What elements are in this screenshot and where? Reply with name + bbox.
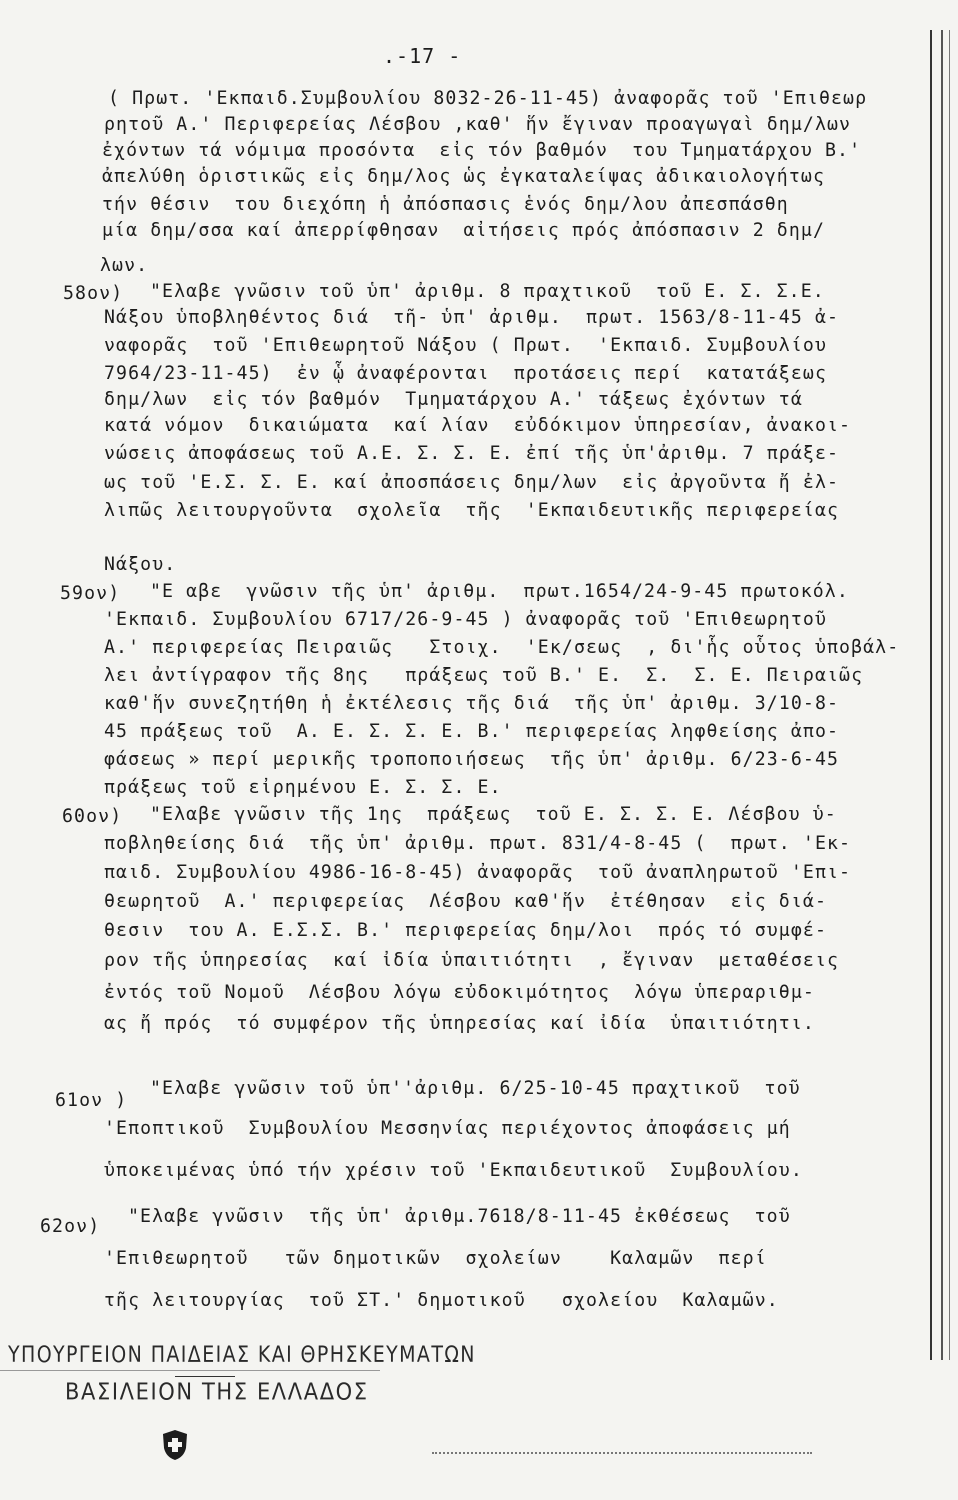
text-line: τήν θέσιν του διεχόπη ἡ ἀπόσπασις ἑνός δημ/λου ἀπεσπάσθη — [102, 194, 789, 215]
ministry-stamp-text: ΥΠΟΥΡΓΕΙΟΝ ΠΑΙΔΕΙΑΣ ΚΑΙ ΘΡΗΣΚΕΥΜΑΤΩΝ — [8, 1342, 476, 1368]
page-edge-line — [941, 30, 943, 1360]
text-line: 'Εποπτικοῦ Συμβουλίου Μεσσηνίας περιέχοντος ἀποφάσεις μή — [104, 1118, 791, 1139]
text-line: 'Επιθεωρητοῦ τῶν δημοτικῶν σχολείων Καλαμῶν περί — [104, 1248, 767, 1269]
text-line: ἐχόντων τά νόμιμα προσόντα εἰς τόν βαθμόν του Τμηματάρχου Β.' — [102, 140, 862, 161]
stamp-divider — [0, 1370, 380, 1371]
page-edge-line — [949, 30, 950, 1360]
text-line: λων. — [100, 255, 149, 276]
page-edge-line — [930, 30, 932, 1360]
item-number: 60ον) — [62, 806, 123, 827]
item-number: 62ον) — [40, 1216, 101, 1237]
text-line: παιδ. Συμβουλίου 4986-16-8-45) ἀναφορᾶς τοῦ ἀναπληρωτοῦ 'Επι- — [104, 862, 852, 883]
text-line: μία δημ/σσα καί ἀπερρίφθησαν αἰτήσεις πρός ἀπόσπασιν 2 δημ/ — [102, 220, 825, 241]
kingdom-stamp-text: ΒΑΣΙΛΕΙΟΝ ΤΗΣ ΕΛΛΑΔΟΣ — [65, 1378, 369, 1406]
text-line: ( Πρωτ. 'Εκπαιδ.Συμβουλίου 8032-26-11-45) ἀναφορᾶς τοῦ 'Επιθεωρ — [108, 88, 868, 109]
text-line: Νάξου ὑποβληθέντος διά τῆ- ὑπ' ἀριθμ. πρωτ. 1563/8-11-45 ἀ- — [104, 307, 840, 328]
item-number: 59ον) — [60, 583, 121, 604]
text-line: κατά νόμον δικαιώματα καί λίαν εὐδόκιμον ὑπηρεσίαν, ἀνακοι- — [104, 415, 852, 436]
item-number: 61ον ) — [55, 1090, 128, 1111]
text-line: 'Εκπαιδ. Συμβουλίου 6717/26-9-45 ) ἀναφορᾶς τοῦ 'Επιθεωρητοῦ — [104, 609, 827, 630]
text-line: ας ἤ πρός τό συμφέρον τῆς ὑπηρεσίας καί ἰδία ὑπαιτιότητι. — [104, 1013, 815, 1034]
text-line: ρον τῆς ὑπηρεσίας καί ἰδία ὑπαιτιότητι , ἔγιναν μεταθέσεις — [104, 950, 840, 971]
text-line: καθ'ἥν συνεζητήθη ἡ ἐκτέλεσις τῆς διά τῆς ὑπ' ἀριθμ. 3/10-8- — [104, 693, 840, 714]
text-line: "Ελαβε γνῶσιν τοῦ ὑπ' ἀριθμ. 8 πραχτικοῦ τοῦ Ε. Σ. Σ.Ε. — [150, 281, 825, 302]
text-line: ως τοῦ 'Ε.Σ. Σ. Ε. καί ἀποσπάσεις δημ/λων εἰς ἀργοῦντα ἤ ἐλ- — [104, 472, 840, 493]
text-line: φάσεως » περί μερικῆς τροποποιήσεως τῆς ὑπ' ἀριθμ. 6/23-6-45 — [104, 749, 840, 770]
text-line: "Ε αβε γνῶσιν τῆς ὑπ' ἀριθμ. πρωτ.1654/24-9-45 πρωτοκόλ. — [150, 581, 849, 602]
text-line: 45 πράξεως τοῦ Α. Ε. Σ. Σ. Ε. Β.' περιφερείας ληφθείσης ἀπο- — [104, 721, 840, 742]
text-line: πράξεως τοῦ εἰρημένου Ε. Σ. Σ. Ε. — [104, 777, 502, 798]
text-line: ποβληθείσης διά τῆς ὑπ' ἀριθμ. πρωτ. 831/4-8-45 ( πρωτ. 'Εκ- — [104, 833, 852, 854]
text-line: τῆς λειτουργίας τοῦ ΣΤ.' δημοτικοῦ σχολείου Καλαμῶν. — [104, 1290, 779, 1311]
stamp-divider — [175, 1376, 235, 1377]
text-line: "Ελαβε γνῶσιν τῆς ὑπ' ἀριθμ.7618/8-11-45 ἐκθέσεως τοῦ — [128, 1206, 791, 1227]
text-line: λιπῶς λειτουργοῦντα σχολεῖα τῆς 'Εκπαιδευτικῆς περιφερείας — [104, 500, 840, 521]
text-line: λει ἀντίγραφον τῆς 8ης πράξεως τοῦ Β.' Ε. Σ. Σ. Ε. Πειραιῶς — [104, 665, 864, 686]
page-number: .-17 - — [383, 44, 462, 68]
text-line: "Ελαβε γνῶσιν τῆς 1ης πράξεως τοῦ Ε. Σ. Σ. Ε. Λέσβου ὑ- — [150, 804, 837, 825]
text-line: Α.' περιφερείας Πειραιῶς Στοιχ. 'Εκ/σεως , δι'ἧς οὗτος ὑποβάλ- — [104, 637, 900, 658]
text-line: ἐντός τοῦ Νομοῦ Λέσβου λόγω εὐδοκιμότητος λόγω ὑπεραριθμ- — [104, 982, 815, 1003]
text-line: νώσεις ἀποφάσεως τοῦ Α.Ε. Σ. Σ. Ε. ἐπί τῆς ὑπ'ἀριθμ. 7 πράξε- — [104, 443, 840, 464]
text-line: ναφορᾶς τοῦ 'Επιθεωρητοῦ Νάξου ( Πρωτ. 'Εκπαιδ. Συμβουλίου — [104, 335, 827, 356]
text-line: ρητοῦ Α.' Περιφερείας Λέσβου ,καθ' ἥν ἔγιναν προαγωγαὶ δημ/λων — [104, 114, 852, 135]
text-line: "Ελαβε γνῶσιν τοῦ ὑπ''ἀριθμ. 6/25-10-45 πραχτικοῦ τοῦ — [150, 1078, 801, 1099]
text-line: ἀπελύθη ὁριστικῶς εἰς δημ/λος ὡς ἐγκαταλείψας ἀδικαιολογήτως — [102, 166, 825, 187]
text-line: θεωρητοῦ Α.' περιφερείας Λέσβου καθ'ἥν ἐτέθησαν εἰς διά- — [104, 891, 827, 912]
text-line: 7964/23-11-45) ἐν ᾧ ἀναφέρονται προτάσεις περί κατατάξεως — [104, 363, 827, 384]
crest-icon — [160, 1428, 190, 1462]
item-number: 58ον) — [63, 283, 124, 304]
footer-dotted-line — [432, 1452, 812, 1454]
text-line: θεσιν του Α. Ε.Σ.Σ. Β.' περιφερείας δημ/λοι πρός τό συμφέ- — [104, 920, 827, 941]
text-line: ὑποκειμένας ὑπό τήν χρέσιν τοῦ 'Εκπαιδευτικοῦ Συμβουλίου. — [104, 1160, 803, 1181]
text-line: δημ/λων εἰς τόν βαθμόν Τμηματάρχου Α.' τάξεως ἐχόντων τά — [104, 389, 803, 410]
text-line: Νάξου. — [104, 554, 177, 575]
